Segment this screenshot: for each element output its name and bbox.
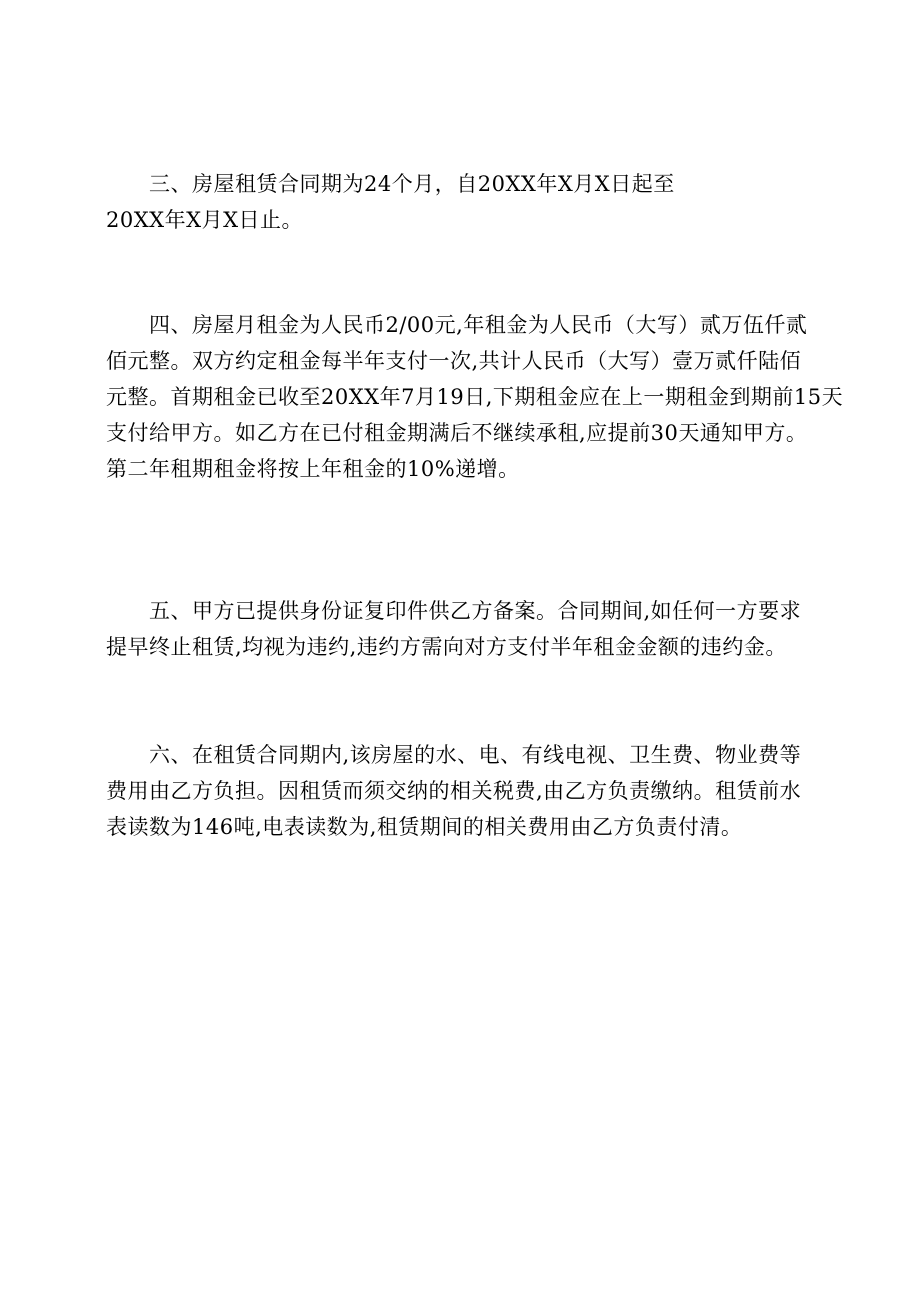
clause-five-paragraph [106, 593, 826, 665]
text-line: 表读数为146吨,电表读数为,租赁期间的相关费用由乙方负责付清。 [106, 815, 743, 839]
text-line: 20XX年X月X日止。 [106, 208, 304, 232]
text-line: 提早终止租赁,均视为违约,违约方需向对方支付半年租金金额的违约金。 [106, 635, 787, 659]
text-line: 支付给甲方。如乙方在已付租金期满后不继续承租,应提前30天通知甲方。 [106, 421, 808, 445]
text-line: 五、甲方已提供身份证复印件供乙方备案。合同期间,如任何一方要求 [106, 599, 802, 623]
text-line: 元整。首期租金已收至20XX年7月19日,下期租金应在上一期租金到期前15天 [106, 385, 844, 409]
clause-four-paragraph [106, 307, 844, 487]
text-line: 三、房屋租赁合同期为24个月，自20XX年X月X日起至 [106, 172, 675, 196]
text-line: 佰元整。双方约定租金每半年支付一次,共计人民币（大写）壹万贰仟陆佰 [106, 349, 802, 373]
text-line: 四、房屋月租金为人民币2/00元,年租金为人民币（大写）贰万伍仟贰 [106, 313, 808, 337]
text-line: 第二年租期租金将按上年租金的10%递增。 [106, 457, 520, 481]
text-line: 费用由乙方负担。因租赁而须交纳的相关税费,由乙方负责缴纳。租赁前水 [106, 779, 802, 803]
text-line: 六、在租赁合同期内,该房屋的水、电、有线电视、卫生费、物业费等 [106, 743, 802, 767]
clause-three-paragraph [106, 166, 826, 238]
clause-six-paragraph [106, 737, 826, 845]
